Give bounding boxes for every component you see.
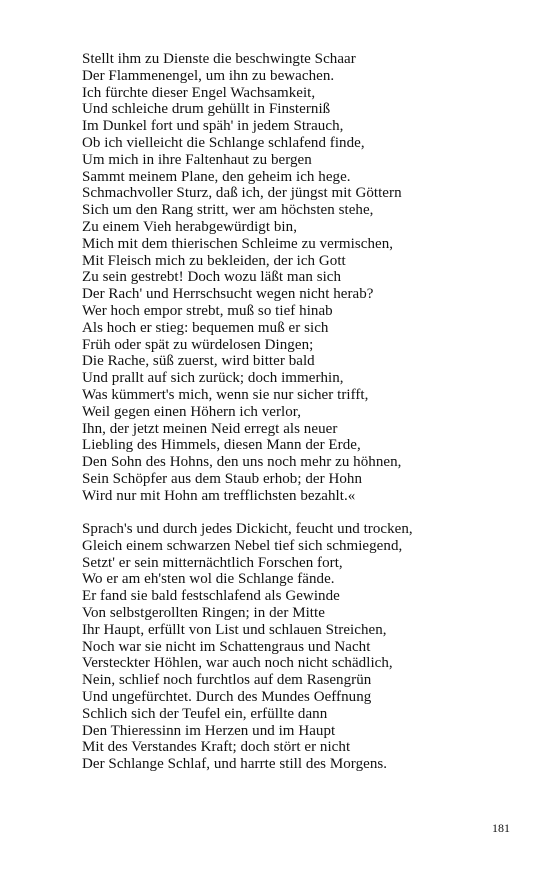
verse-line: Der Rach' und Herrschsucht wegen nicht herab?: [82, 286, 374, 303]
stanza-1: [82, 51, 522, 505]
verse-line: Die Rache, süß zuerst, wird bitter bald: [82, 353, 315, 370]
poem-text: [82, 51, 522, 773]
verse-line: Früh oder spät zu würdelosen Dingen;: [82, 336, 314, 353]
verse-line: Mit des Verstandes Kraft; doch stört er nicht: [82, 739, 351, 756]
verse-line: Und prallt auf sich zurück; doch immerhin,: [82, 370, 344, 387]
verse-line: Mich mit dem thierischen Schleime zu vermischen,: [82, 235, 394, 252]
verse-line: Mit Fleisch mich zu bekleiden, der ich Gott: [82, 252, 346, 269]
verse-line: Wird nur mit Hohn am trefflichsten bezahlt.«: [82, 487, 356, 504]
verse-line: Zu sein gestrebt! Doch wozu läßt man sich: [82, 269, 342, 286]
verse-line: Sein Schöpfer aus dem Staub erhob; der Hohn: [82, 470, 363, 487]
verse-line: Schlich sich der Teufel ein, erfüllte dann: [82, 705, 328, 722]
verse-line: Nein, schlief noch furchtlos auf dem Rasengrün: [82, 672, 372, 689]
verse-line: Wer hoch empor strebt, muß so tief hinab: [82, 302, 333, 319]
verse-line: Ich fürchte dieser Engel Wachsamkeit,: [82, 84, 316, 101]
verse-line: Sprach's und durch jedes Dickicht, feucht und trocken,: [82, 521, 413, 538]
verse-line: Gleich einem schwarzen Nebel tief sich schmiegend,: [82, 537, 403, 554]
verse-line: Der Schlange Schlaf, und harrte still des Morgens.: [82, 756, 388, 773]
verse-line: Den Thieressinn im Herzen und im Haupt: [82, 722, 336, 739]
verse-line: Wo er am eh'sten wol die Schlange fände.: [82, 571, 335, 588]
verse-line: Um mich in ihre Faltenhaut zu bergen: [82, 151, 312, 168]
verse-line: Ihr Haupt, erfüllt von List und schlauen Streichen,: [82, 621, 387, 638]
page-number: 181: [492, 821, 510, 835]
verse-line: Schmachvoller Sturz, daß ich, der jüngst mit Göttern: [82, 185, 402, 202]
verse-line: Ob ich vielleicht die Schlange schlafend finde,: [82, 134, 365, 151]
verse-line: Versteckter Höhlen, war auch noch nicht schädlich,: [82, 655, 393, 672]
verse-line: Weil gegen einen Höhern ich verlor,: [82, 403, 302, 420]
verse-line: Was kümmert's mich, wenn sie nur sicher trifft,: [82, 386, 369, 403]
verse-line: Sammt meinem Plane, den geheim ich hege.: [82, 168, 351, 185]
verse-line: Als hoch er stieg: bequemen muß er sich: [82, 319, 329, 336]
stanza-2: [82, 521, 522, 773]
verse-line: Im Dunkel fort und späh' in jedem Strauch,: [82, 118, 344, 135]
verse-line: Der Flammenengel, um ihn zu bewachen.: [82, 67, 335, 84]
verse-line: Von selbstgerollten Ringen; in der Mitte: [82, 605, 325, 621]
verse-line: Und schleiche drum gehüllt in Finsterniß: [82, 101, 331, 118]
verse-line: Liebling des Himmels, diesen Mann der Erde,: [82, 437, 361, 454]
verse-line: Setzt' er sein mitternächtlich Forschen fort,: [82, 554, 343, 571]
verse-line: Den Sohn des Hohns, den uns noch mehr zu höhnen,: [82, 454, 402, 471]
verse-line: Stellt ihm zu Dienste die beschwingte Schaar: [82, 51, 356, 67]
verse-line: Und ungefürchtet. Durch des Mundes Oeffnung: [82, 688, 372, 705]
verse-line: Ihn, der jetzt meinen Neid erregt als neuer: [82, 420, 338, 437]
verse-line: Sich um den Rang stritt, wer am höchsten stehe,: [82, 202, 374, 219]
verse-line: Zu einem Vieh herabgewürdigt bin,: [82, 218, 297, 235]
verse-line: Er fand sie bald festschlafend als Gewinde: [82, 588, 340, 605]
verse-line: Noch war sie nicht im Schattengraus und Nacht: [82, 638, 371, 655]
